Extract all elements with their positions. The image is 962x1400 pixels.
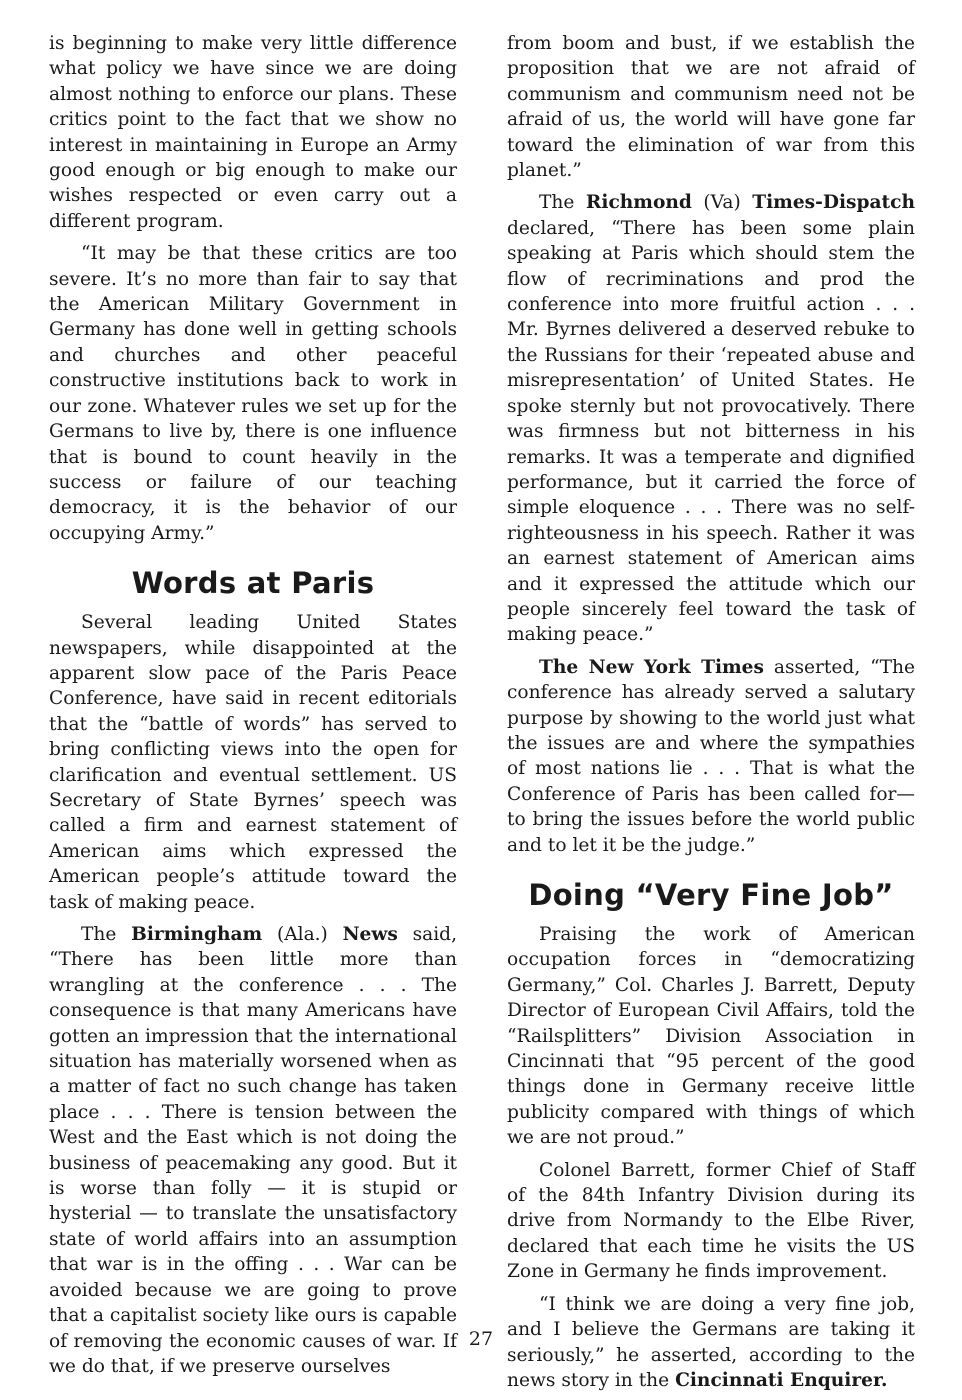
text: “I think we are doing a very fine job, and I believe the Germans are taking it seriously,” he asserted, according to the news story in the: [507, 1293, 915, 1391]
paragraph: Colonel Barrett, former Chief of Staff of the 84th Infantry Division during its drive from Normandy to the Elbe River, declared that each time he visits the US Zone in Germany he finds improvement.: [507, 1159, 915, 1283]
publication-name: Cincinnati Enquirer.: [675, 1369, 888, 1391]
paragraph: is beginning to make very little difference what policy we have since we are doing almost nothing to enforce our plans. These critics point to the fact that we show no interest in maintaining in Europe an Army good enough or big enough to make our wishes respected or even carry out a different program.: [49, 33, 457, 232]
text: The: [539, 192, 586, 214]
paragraph: [507, 190, 915, 647]
paragraph: “It may be that these critics are too severe. It’s no more than fair to say that the American Military Government in Germany has done well in getting schools and churches and other peaceful constructive institutions back to work in our zone. Whatever rules we set up for the Germans to live by, there is one influence that is bound to count heavily in the success or failure of our teaching democracy, it is the behavior of our occupying Army.”: [49, 243, 457, 544]
publication-name: Times-Dispatch: [752, 192, 915, 214]
text: declared, “There has been some plain speaking at Paris which should stem the flow of recriminations and prod the conference into more fruitful action . . . Mr. Byrnes delivered a deserved rebuke to the Russians for their ‘repeated abuse and misrepresentation’ of United States. He spoke sternly but not provocatively. There was firmness but not bitterness in his remarks. It was a temperate and dignified performance, but it carried the force of simple eloquence . . . There was no self-righteousness in his speech. Rather it was an earnest statement of American aims and it expressed the attitude which our people sincerely feel toward the task of making peace.”: [507, 217, 915, 646]
text: (Ala.): [262, 924, 343, 945]
paragraph: from boom and bust, if we establish the proposition that we are not afraid of communism and communism need not be afraid of us, the world will have gone far toward the elimination of war from this planet.”: [507, 33, 915, 182]
paragraph: Several leading United States newspapers, while disappointed at the apparent slow pace of the Paris Peace Conference, have said in recent editorials that the “battle of words” has served to bring conflicting views into the open for clarification and eventual settlement. US Secretary of State Byrnes’ speech was called a firm and earnest statement of American aims which expressed the American people’s attitude toward the task of making peace.: [49, 612, 457, 913]
publication-name: Richmond: [585, 192, 692, 214]
publication-name: The New York Times: [539, 656, 764, 678]
paragraph: [507, 655, 915, 858]
publication-name: Birmingham: [131, 924, 263, 945]
right-column: [507, 31, 915, 1400]
section-heading-words-at-paris: Words at Paris: [131, 566, 375, 601]
text: said, “There has been little more than wrangling at the conference . . . The consequence is that many Americans have gotten an impression that the international situation has materially worsened when as a matter of fact no such change has taken place . . . There is tension between the West and the East which is not doing the business of peacemaking any good. But it is worse than folly — it is stupid or hysterial — to translate the unsatisfactory state of world affairs into an assumption that war is in the offing . . . War can be avoided because we are going to prove that a capitalist society like ours is capable of removing the economic causes of war. If we do that, if we preserve ourselves: [49, 924, 457, 1377]
paragraph: Praising the work of American occupation forces in “democratizing Germany,” Col. Charles J. Barrett, Deputy Director of European Civil Affairs, told the “Railsplitters” Division Association in Cincinnati that “95 percent of the good things done in Germany receive little publicity compared with things of which we are not proud.”: [507, 924, 915, 1149]
text: The: [81, 924, 132, 945]
section-heading-doing-very-fine-job: Doing “Very Fine Job”: [528, 878, 894, 912]
text: asserted, “The conference has already served a salutary purpose by showing to the world just what the issues are and where the sympathies of most nations lie . . . That is what the Conference of Paris has been called for—to bring the issues before the world public and to let it be the judge.”: [507, 656, 915, 856]
paragraph: [49, 922, 457, 1379]
publication-name: News: [342, 924, 398, 945]
text: (Va): [691, 192, 753, 214]
left-column: [49, 31, 457, 1386]
page-number: 27: [468, 1328, 494, 1350]
